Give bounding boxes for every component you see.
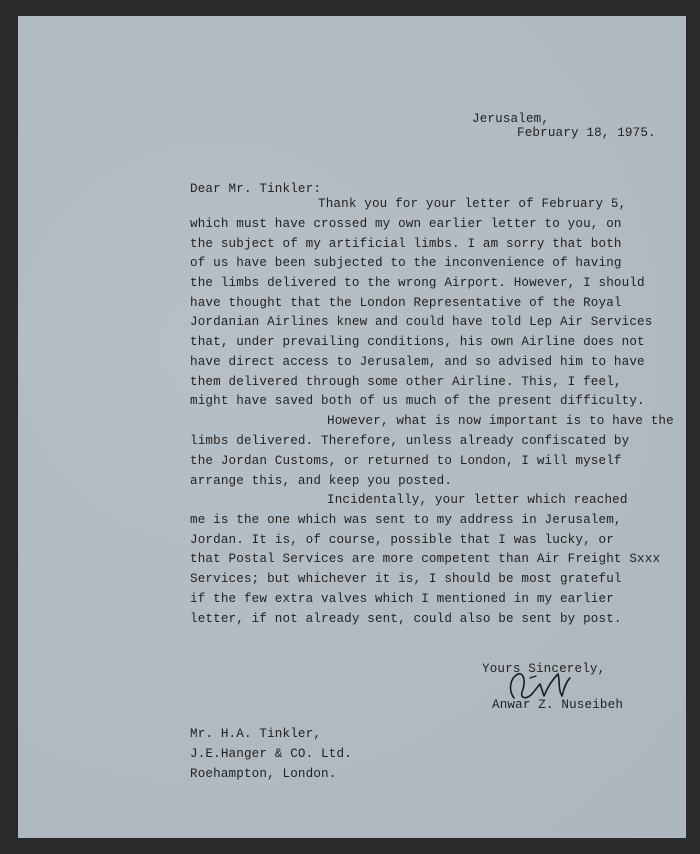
body-line: Incidentally, your letter which reached bbox=[327, 493, 628, 507]
body-line: the Jordan Customs, or returned to London, I will myself bbox=[190, 454, 622, 468]
closing: Yours Sincerely, bbox=[482, 662, 606, 676]
body-line: that Postal Services are more competent than Air Freight Sxxx bbox=[190, 552, 661, 566]
body-line: However, what is now important is to have the bbox=[327, 414, 674, 428]
body-line: which must have crossed my own earlier letter to you, on bbox=[190, 217, 622, 231]
signatory-name: Anwar Z. Nuseibeh bbox=[492, 698, 624, 712]
body-line: limbs delivered. Therefore, unless already confiscated by bbox=[190, 434, 630, 448]
body-line: that, under prevailing conditions, his own Airline does not bbox=[190, 335, 645, 349]
salutation: Dear Mr. Tinkler: bbox=[190, 182, 322, 196]
body-line: if the few extra valves which I mentioned in my earlier bbox=[190, 592, 614, 606]
body-line: letter, if not already sent, could also be sent by post. bbox=[190, 612, 622, 626]
body-line: them delivered through some other Airline. This, I feel, bbox=[190, 375, 622, 389]
recipient-company: J.E.Hanger & CO. Ltd. bbox=[190, 747, 352, 761]
body-line: me is the one which was sent to my address in Jerusalem, bbox=[190, 513, 622, 527]
letter-date: February 18, 1975. bbox=[517, 126, 656, 140]
body-line: the subject of my artificial limbs. I am sorry that both bbox=[190, 237, 622, 251]
body-line: have thought that the London Representative of the Royal bbox=[190, 296, 622, 310]
body-line: Thank you for your letter of February 5, bbox=[318, 197, 627, 211]
body-line: Jordanian Airlines knew and could have told Lep Air Services bbox=[190, 315, 653, 329]
body-line: Services; but whichever it is, I should be most grateful bbox=[190, 572, 622, 586]
letter-place: Jerusalem, bbox=[472, 112, 550, 126]
body-line: of us have been subjected to the inconvenience of having bbox=[190, 256, 622, 270]
body-line: the limbs delivered to the wrong Airport. However, I should bbox=[190, 276, 645, 290]
body-line: Jordan. It is, of course, possible that I was lucky, or bbox=[190, 533, 614, 547]
body-line: have direct access to Jerusalem, and so advised him to have bbox=[190, 355, 645, 369]
recipient-name: Mr. H.A. Tinkler, bbox=[190, 727, 322, 741]
body-line: arrange this, and keep you posted. bbox=[190, 474, 453, 488]
recipient-location: Roehampton, London. bbox=[190, 767, 337, 781]
body-line: might have saved both of us much of the present difficulty. bbox=[190, 394, 645, 408]
